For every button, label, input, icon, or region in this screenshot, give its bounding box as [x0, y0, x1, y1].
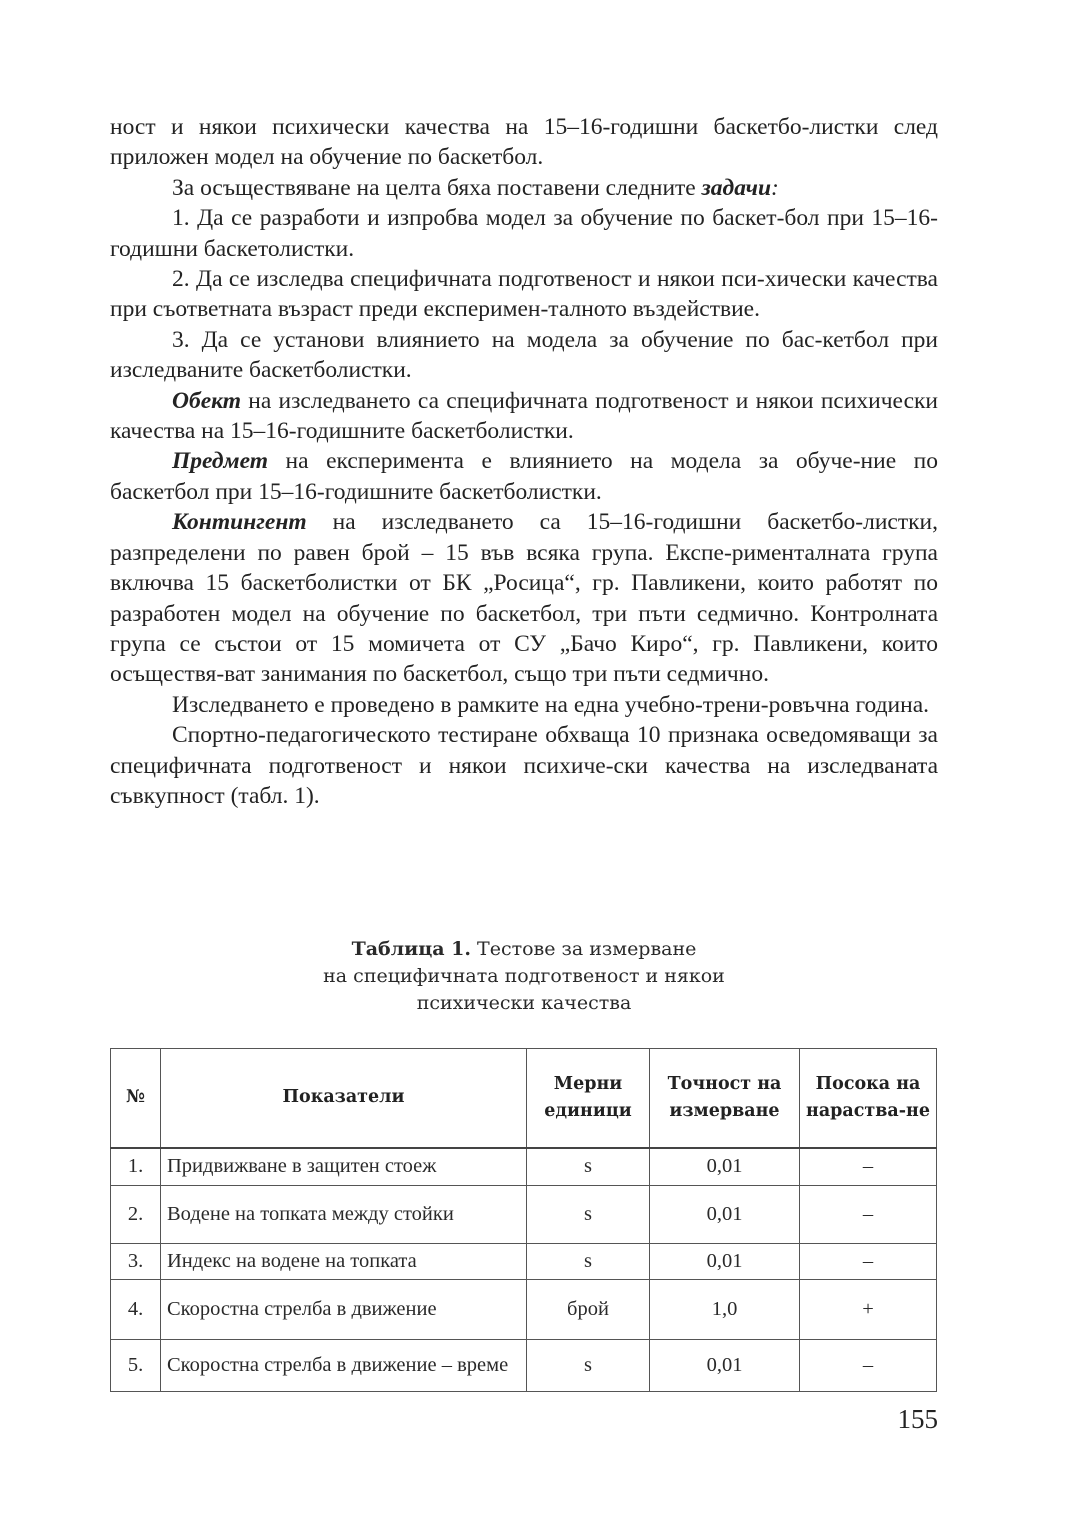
object-term: Обект: [172, 387, 242, 414]
subject-term: Предмет: [172, 448, 269, 475]
header-precision: Точност на измерване: [650, 1049, 800, 1148]
paragraph-period: Изследването е проведено в рамките на една учебно-трени-ровъчна година.: [172, 691, 930, 718]
table-row: 3. Индекс на водене на топката s 0,01 –: [111, 1244, 937, 1280]
table-row: 4. Скоростна стрелба в движение брой 1,0 +: [111, 1280, 937, 1340]
task-2: 2. Да се изследва специфичната подготвеност и някои пси-хически качества при съответната възраст преди експеримен-талното въздействие.: [110, 266, 938, 323]
body-text: [110, 112, 938, 811]
table-row: 5. Скоростна стрелба в движение – време s 0,01 –: [111, 1340, 937, 1392]
paragraph-intro-continuation: ност и някои психически качества на 15–16-годишни баскетбо-листки след приложен модел на обучение по баскетбол.: [110, 114, 938, 171]
paragraph-object: Обект на изследването са специфичната подготвеност и някои психически качества на 15–16-годишните баскетболистки.: [110, 387, 938, 445]
header-number: №: [111, 1049, 161, 1148]
paragraph-subject: Предмет на експеримента е влиянието на модела за обуче-ние по баскетбол при 15–16-годишните баскетболистки.: [110, 448, 938, 505]
page-number: 155: [897, 1404, 938, 1434]
task-1: 1. Да се разработи и изпробва модел за обучение по баскет-бол при 15–16-годишни баскетолистки.: [110, 205, 938, 262]
tests-table: [110, 1048, 937, 1392]
paragraph-testing: Спортно-педагогическото тестиране обхваща 10 признака осведомяващи за специфичната подготвеност и някои психиче-ски качества на изследваната съвкупност (табл. 1).: [110, 722, 938, 809]
table-caption-label: Таблица 1.: [351, 938, 471, 960]
header-indicators: Показатели: [161, 1049, 527, 1148]
paragraph-tasks-intro: За осъществяване на целта бяха поставени следните задачи:: [172, 174, 779, 201]
header-units: Мерни единици: [527, 1049, 650, 1148]
paragraph-contingent: Контингент на изследването са 15–16-годишни баскетбо-листки, разпределени по равен брой – 15 във всяка група. Експе-рименталната група включва 15 баскетболистки от БК „Росица“, гр. Павликени, които работят по разработен модел на обучение по баскетбол, три пъти седмично. Контролната група се състои от 15 момичета от СУ „Бачо Киро“, гр. Павликени, които осъществя-ват занимания по баскетбол, също три пъти седмично.: [110, 509, 938, 688]
table-row: 1. Придвижване в защитен стоеж s 0,01 –: [111, 1148, 937, 1186]
contingent-term: Контингент: [172, 509, 307, 536]
table-row: 2. Водене на топката между стойки s 0,01 –: [111, 1186, 937, 1244]
header-direction: Посока на нараства-не: [800, 1049, 937, 1148]
table-header-row: [111, 1049, 937, 1148]
task-3: 3. Да се установи влиянието на модела за обучение по бас-кетбол при изследваните баскетболистки.: [110, 326, 938, 384]
table-caption: Таблица 1. Тестове за измерване на специфичната подготвеност и някои психически качества: [323, 938, 725, 1014]
tasks-term: задачи: [701, 174, 772, 201]
